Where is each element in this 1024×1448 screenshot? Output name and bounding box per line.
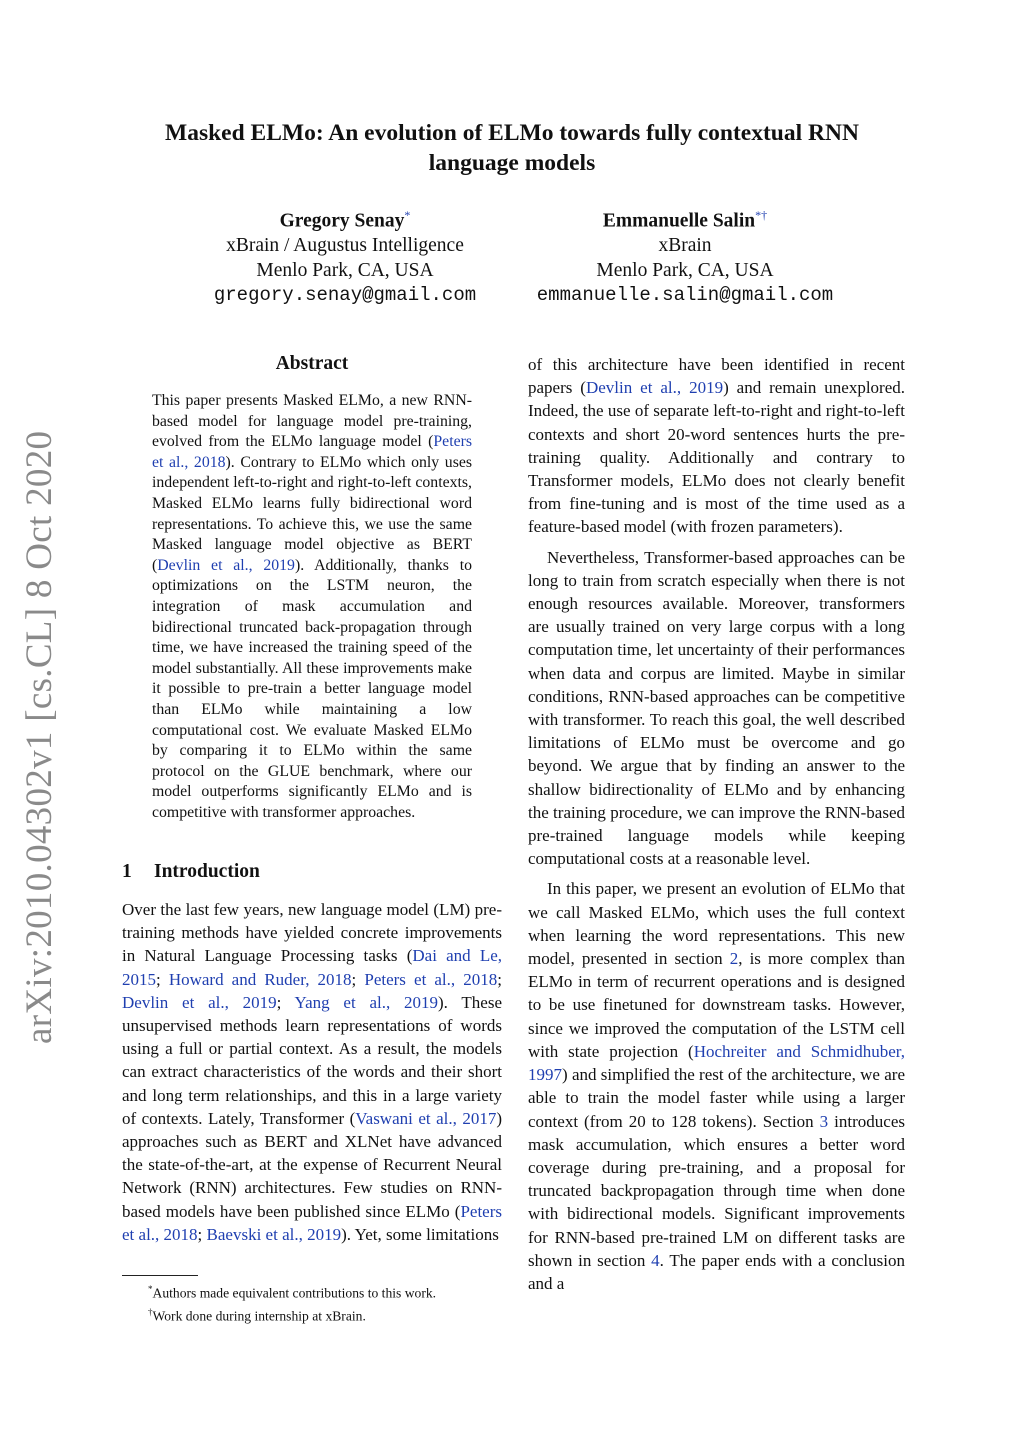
citation-link[interactable]: Yang et al., 2019 <box>294 992 439 1012</box>
citation-link[interactable]: Peters et al., 2018 <box>122 1201 502 1244</box>
author-block-1 <box>190 203 500 308</box>
citation-link[interactable]: Peters et al., 2018 <box>152 433 472 471</box>
paragraph: Nevertheless, Transformer-based approaches can be long to train from scratch especially when there is not enough resources available. Moreover, transformers are usually trained on very large corpus with a long computation time, let uncertainty of their performances when data and corpus are limited. Maybe in similar conditions, RNN-based approaches can be competitive with transformer. To reach this goal, the well described limitations of ELMo must be overcome and go beyond. We argue that by finding an answer to the shallow bidirectionality of ELMo and by enhancing the training procedure, we can improve the RNN-based pre-trained language models while keeping computational costs at a reasonable level. <box>528 547 905 869</box>
author-footnote-mark: * <box>404 208 411 222</box>
paragraph: Over the last few years, new language model (LM) pre-training methods have yielded concrete improvements in Natural Language Processing tasks (Dai and Le, 2015; Howard and Ruder, 2018; Peters et al., 2018; Devlin et al., 2019; Yang et al., 2019). These unsupervised methods learn representations of words using a full or partial context. As a result, the models can extract characteristics of the words and their short and long term relationships, and this in a large variety of contexts. Lately, Transformer (Vaswani et al., 2017) approaches such as BERT and XLNet have advanced the state-of-the-art, at the expense of Recurrent Neural Network (RNN) architectures. Few studies on RNN-based models have been published since ELMo (Peters et al., 2018; Baevski et al., 2019). Yet, some limitations <box>122 900 502 1244</box>
paper-title: Masked ELMo: An evolution of ELMo towards fully contextual RNN language models <box>165 120 859 176</box>
author-affiliation: xBrain / Augustus Intelligence <box>226 235 464 256</box>
author-email[interactable]: emmanuelle.salin@gmail.com <box>536 284 834 306</box>
author-name: Emmanuelle Salin*† <box>602 208 768 232</box>
section-number: 1 <box>122 861 132 882</box>
section-ref-link[interactable]: 3 <box>819 1111 829 1131</box>
citation-link[interactable]: Dai and Le, 2015 <box>122 946 502 989</box>
footnote-divider <box>122 1275 198 1276</box>
section-title: Introduction <box>154 861 260 882</box>
author-block-2 <box>520 203 850 308</box>
citation-link[interactable]: Devlin et al., 2019 <box>157 556 295 574</box>
citation-link[interactable]: Hochreiter and Schmidhuber, 1997 <box>528 1041 905 1085</box>
abstract-body: This paper presents Masked ELMo, a new RNN-based model for language model pre-training, evolved from the ELMo language model (Peters et al., 2018). Contrary to ELMo which only uses independent left-to-right and right-to-left contexts, Masked ELMo learns fully bidirectional word representations. To achieve this, we use the same Masked language model objective as BERT (Devlin et al., 2019). Additionally, thanks to optimizations on the LSTM neuron, the integration of mask accumulation and bidirectional truncated back-propagation through time, we have increased the training speed of the model substantially. All these improvements make it possible to pre-train a better language model than ELMo while maintaining a low computational cost. We evaluate Masked ELMo by comparing it to ELMo within the same protocol on the GLUE benchmark, where our model outperforms significantly ELMo and is competitive with transformer approaches. <box>152 392 472 821</box>
section-ref-link[interactable]: 4 <box>651 1250 660 1270</box>
footnote-2: †Work done during internship at xBrain. <box>148 1306 366 1324</box>
author-footnote-mark: *† <box>755 208 768 222</box>
section-ref-link[interactable]: 2 <box>729 949 739 969</box>
arxiv-identifier: arXiv:2010.04302v1 [cs.CL] 8 Oct 2020 <box>19 430 60 1044</box>
introduction-left-column <box>122 898 502 1246</box>
citation-link[interactable]: Peters et al., 2018 <box>364 969 498 989</box>
author-location: Menlo Park, CA, USA <box>596 259 774 281</box>
introduction-right-column <box>528 353 905 1302</box>
citation-link[interactable]: Devlin et al., 2019 <box>585 378 724 398</box>
footnote-1: *Authors made equivalent contributions to this work. <box>148 1284 437 1301</box>
author-affiliation: xBrain <box>658 235 712 256</box>
author-name: Gregory Senay* <box>279 208 411 232</box>
footnotes <box>148 1280 508 1325</box>
citation-link[interactable]: Baevski et al., 2019 <box>206 1224 342 1244</box>
section-heading-introduction <box>122 860 502 884</box>
citation-link[interactable]: Howard and Ruder, 2018 <box>168 969 352 989</box>
paragraph: of this architecture have been identified in recent papers (Devlin et al., 2019) and remain unexplored. Indeed, the use of separate left-to-right and right-to-left contexts and short 20-word sentences hurts the pre-training quality. Additionally and contrary to Transformer models, ELMo does not clearly benefit from fine-tuning and is most of the time used as a feature-based model (with frozen parameters). <box>528 355 906 537</box>
author-location: Menlo Park, CA, USA <box>256 259 434 281</box>
paragraph: In this paper, we present an evolution of ELMo that we call Masked ELMo, which uses the full context when learning the word representations. This new model, presented in section 2, is more complex than ELMo in term of recurrent operations and is designed to be use finetuned for downstream tasks. However, since we improved the computation of the LSTM cell with state projection (Hochreiter and Schmidhuber, 1997) and simplified the rest of the architecture, we are able to train the model faster while using a larger context (from 20 to 128 tokens). Section 3 introduces mask accumulation, which ensures a better word coverage during pre-training, and a proposal for truncated backpropagation through time when done with bidirectional models. Significant improvements for RNN-based pre-trained LM on different tasks are shown in section 4. The paper ends with a conclusion and a <box>528 879 905 1293</box>
citation-link[interactable]: Devlin et al., 2019 <box>122 992 277 1012</box>
author-email[interactable]: gregory.senay@gmail.com <box>213 284 477 306</box>
abstract-heading: Abstract <box>275 353 349 374</box>
citation-link[interactable]: Vaswani et al., 2017 <box>355 1108 497 1128</box>
